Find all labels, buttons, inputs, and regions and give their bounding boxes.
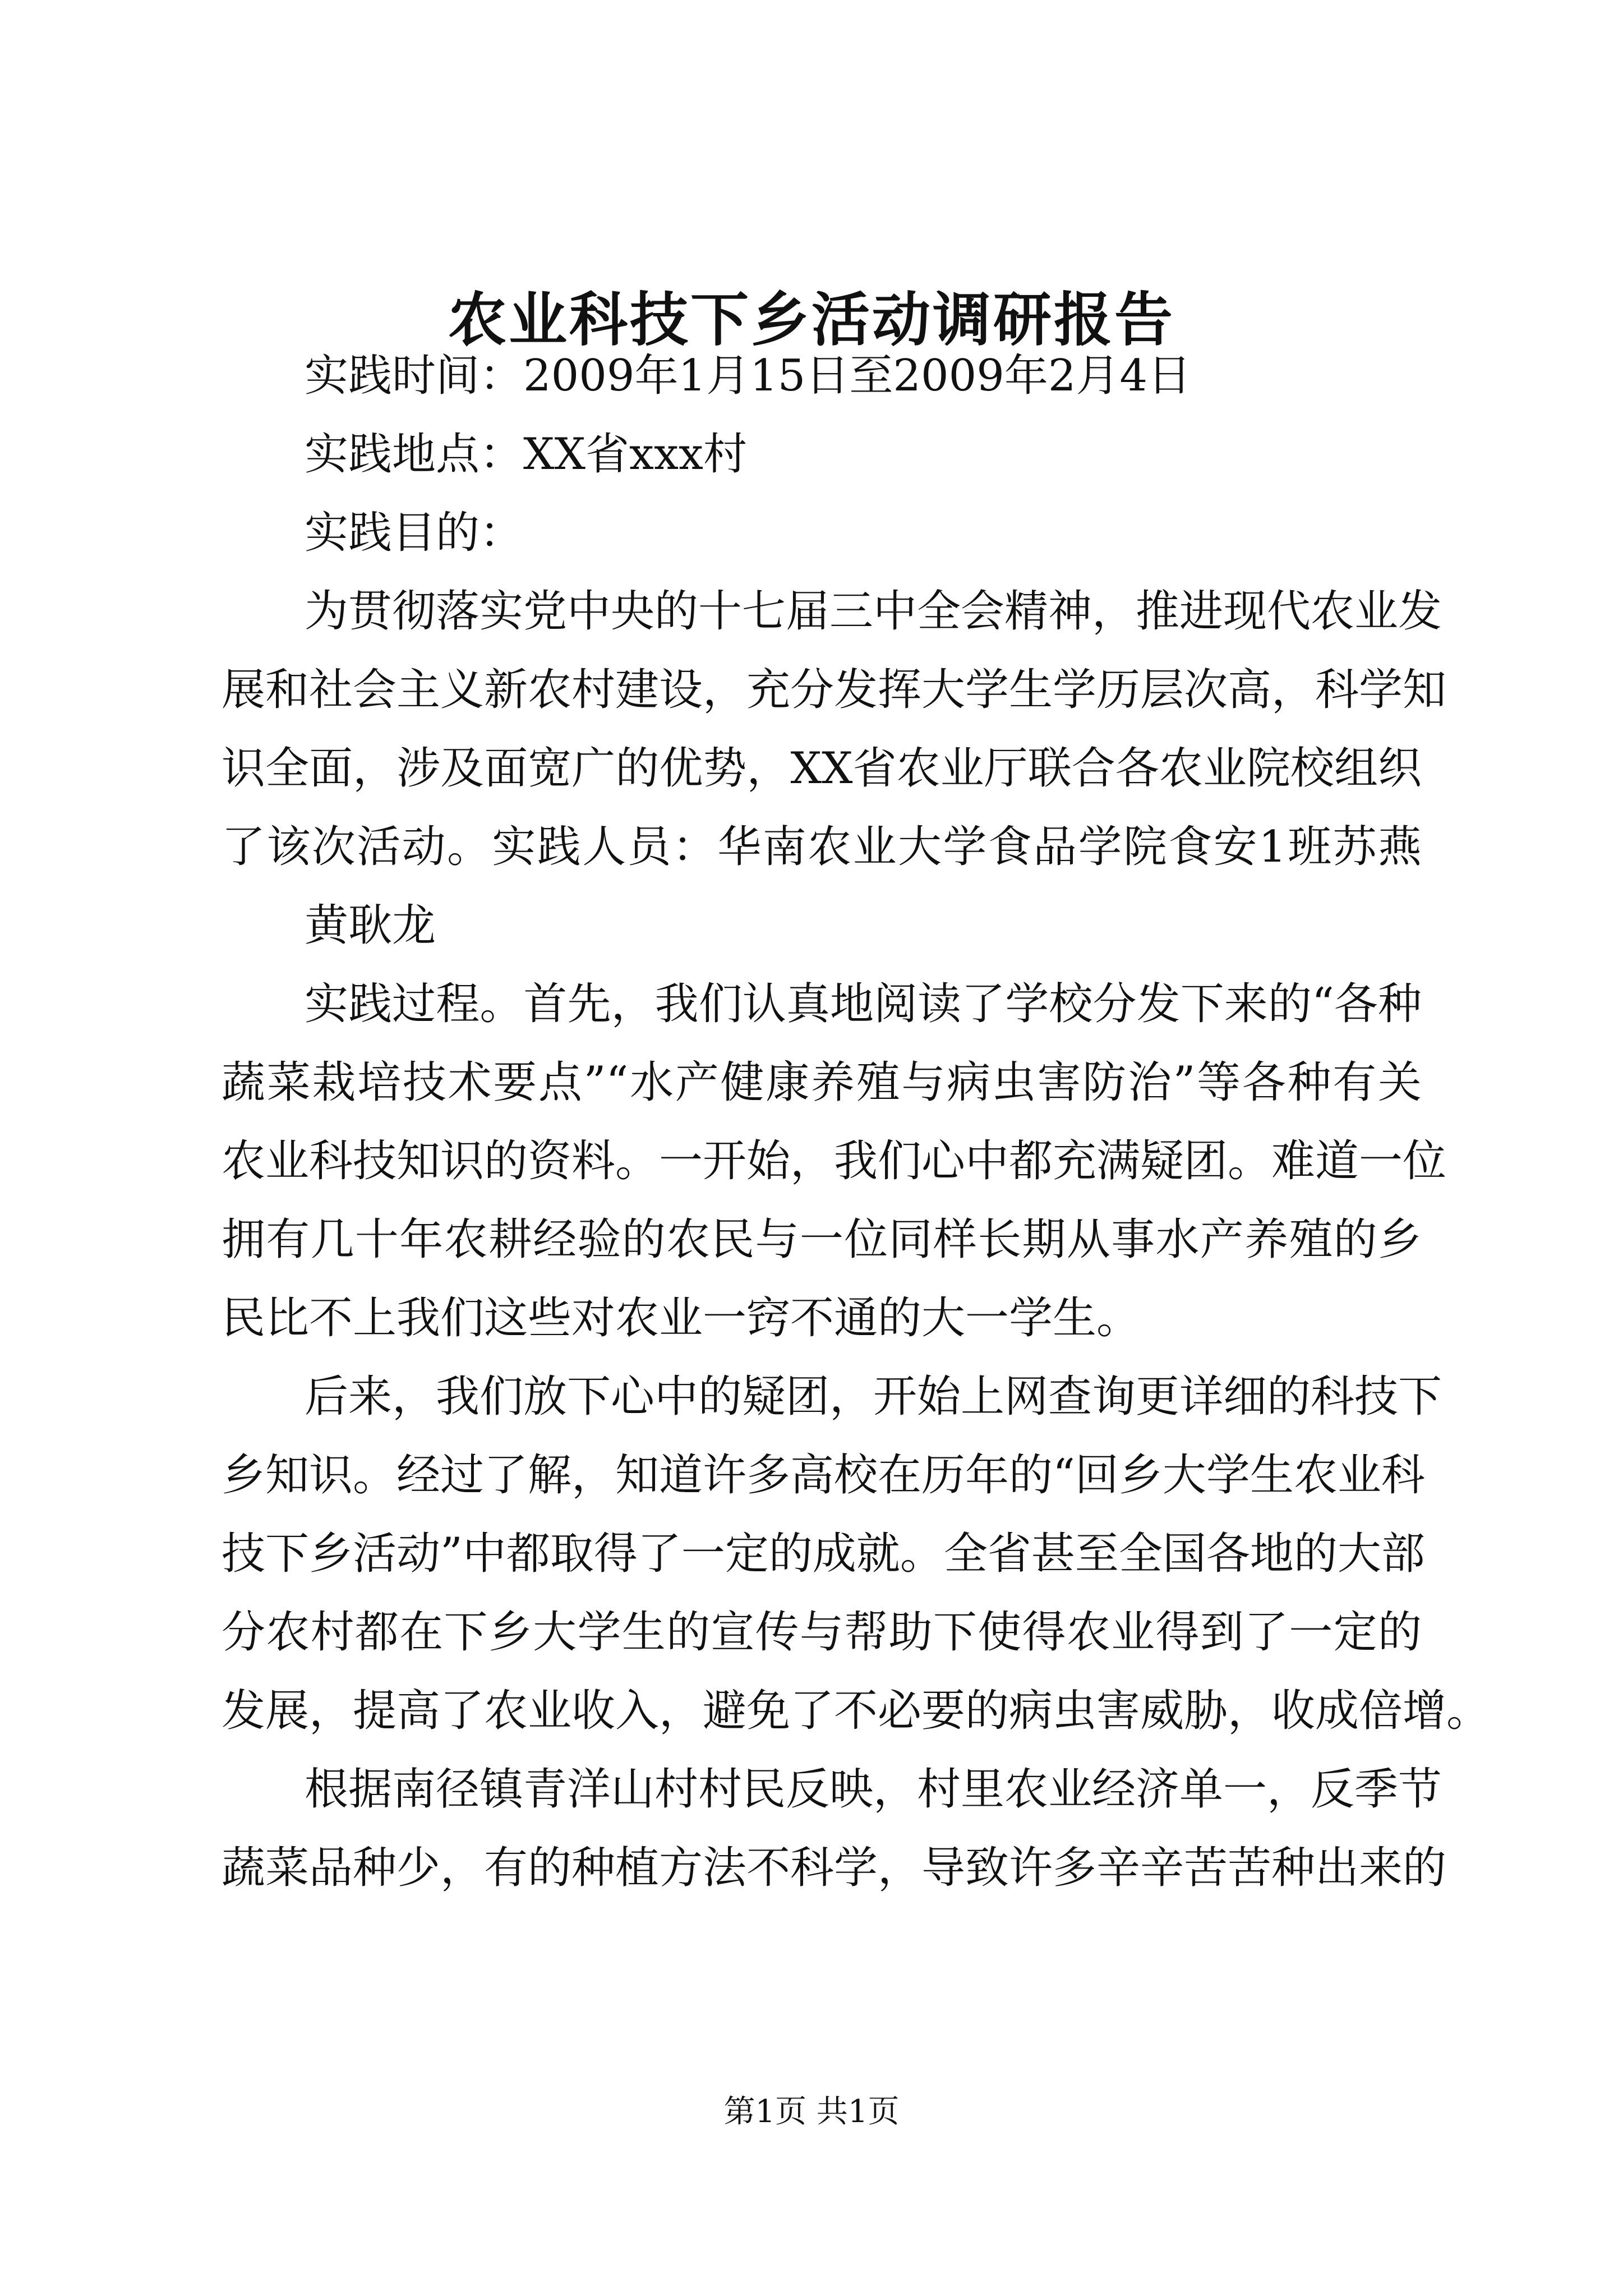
- text-line: 识全面，涉及面宽广的优势，XX省农业厅联合各农业院校组织: [222, 743, 1422, 794]
- text-line: 拥有几十年农耕经验的农民与一位同样长期从事水产养殖的乡: [222, 1214, 1422, 1265]
- text-line: 发展，提高了农业收入，避免了不必要的病虫害威胁，收成倍增。: [222, 1686, 1491, 1736]
- text-line: 民比不上我们这些对农业一窍不通的大一学生。: [222, 1293, 1141, 1343]
- text-line: 蔬菜栽培技术要点”“水产健康养殖与病虫害防治”等各种有关: [222, 1057, 1422, 1108]
- text-line: 蔬菜品种少，有的种植方法不科学，导致许多辛辛苦苦种出来的: [222, 1843, 1447, 1893]
- page-footer: 第1页 共1页: [723, 2093, 900, 2130]
- text-line: 根据南径镇青洋山村村民反映，村里农业经济单一，反季节: [305, 1764, 1442, 1815]
- text-line: 为贯彻落实党中央的十七届三中全会精神，推进现代农业发: [305, 586, 1442, 637]
- text-line: 技下乡活动”中都取得了一定的成就。全省甚至全国各地的大部: [222, 1529, 1425, 1579]
- text-line: 黄耿龙: [305, 900, 436, 951]
- document-title: 农业科技下乡活动调研报告: [448, 285, 1175, 354]
- text-line: 了该次活动。实践人员：华南农业大学食品学院食安1班苏燕: [222, 822, 1422, 872]
- text-line: 实践地点：XX省xxx村: [305, 429, 748, 480]
- text-line: 农业科技知识的资料。一开始，我们心中都充满疑团。难道一位: [222, 1136, 1447, 1186]
- text-line: 实践时间：2009年1月15日至2009年2月4日: [305, 351, 1192, 401]
- text-line: 后来，我们放下心中的疑团，开始上网查询更详细的科技下: [305, 1372, 1442, 1422]
- text-line: 乡知识。经过了解，知道许多高校在历年的“回乡大学生农业科: [222, 1450, 1425, 1501]
- text-line: 分农村都在下乡大学生的宣传与帮助下使得农业得到了一定的: [222, 1607, 1422, 1658]
- text-line: 展和社会主义新农村建设，充分发挥大学生学历层次高，科学知: [222, 665, 1447, 715]
- text-line: 实践目的：: [305, 508, 524, 558]
- text-line: 实践过程。首先，我们认真地阅读了学校分发下来的“各种: [305, 979, 1422, 1029]
